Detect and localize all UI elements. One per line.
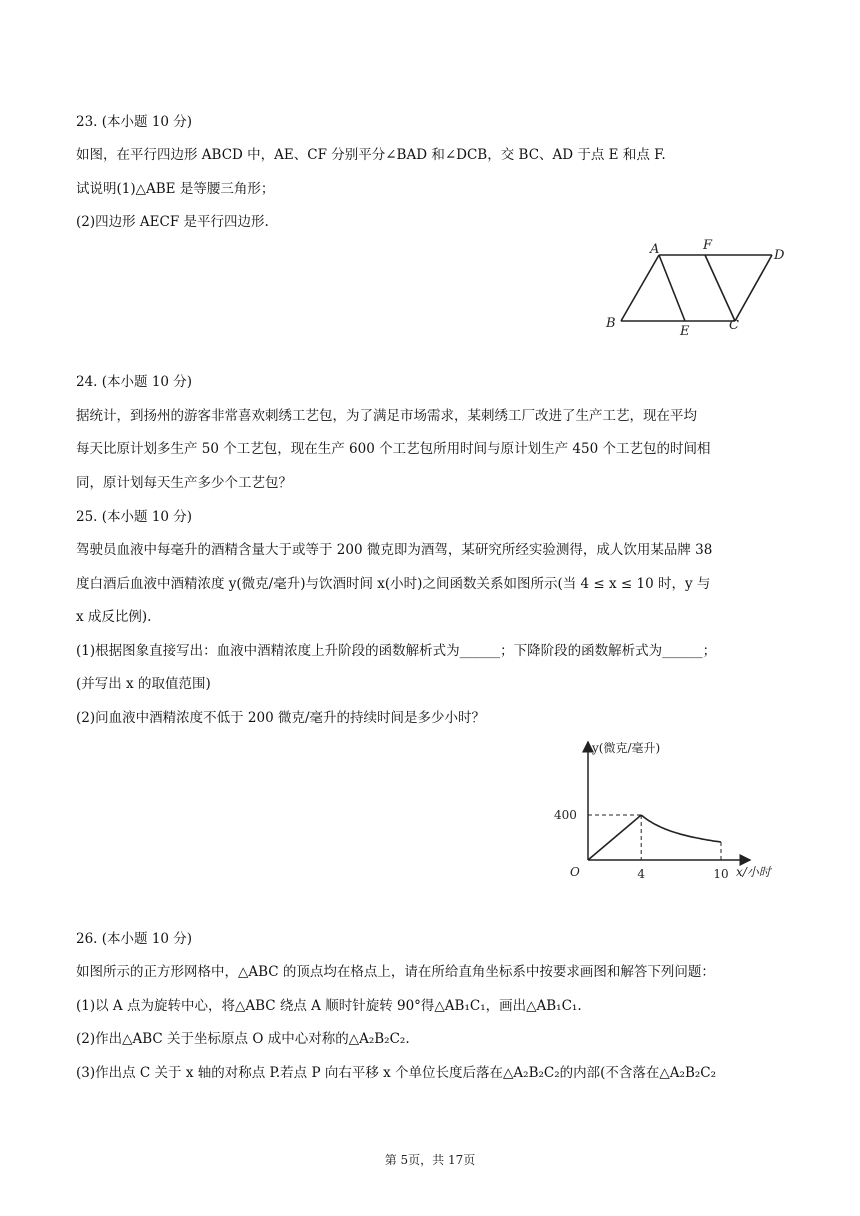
problem-26-line-2: (1)以 A 点为旋转中心，将△ABC 绕点 A 顺时针旋转 90°得△AB₁C₁，画出△AB₁C₁. xyxy=(76,998,582,1014)
problem-25-line-5: (并写出 x 的取值范围) xyxy=(76,676,211,692)
problem-25-line-4: (1)根据图象直接写出：血液中酒精浓度上升阶段的函数解析式为______；下降阶段的函数解析式为______； xyxy=(76,643,717,659)
problem-23-line-1: 如图，在平行四边形 ABCD 中，AE、CF 分别平分∠BAD 和∠DCB，交 BC、AD 于点 E 和点 F. xyxy=(76,147,666,163)
label-D: D xyxy=(774,248,785,263)
label-F: F xyxy=(703,238,713,253)
problem-25-line-3: x 成反比例). xyxy=(76,609,152,625)
label-A: A xyxy=(650,242,660,257)
problem-26-line-1: 如图所示的正方形网格中，△ABC 的顶点均在格点上，请在所给直角坐标系中按要求画图和解答下列问题： xyxy=(76,964,715,980)
problem-26-line-4: (3)作出点 C 关于 x 轴的对称点 P.若点 P 向右平移 x 个单位长度后落在△A₂B₂C₂的内部(不含落在△A₂B₂C₂ xyxy=(76,1065,717,1081)
problem-24-line-3: 同，原计划每天生产多少个工艺包？ xyxy=(76,475,292,491)
y-axis-label: y(微克/毫升) xyxy=(592,741,661,755)
label-B: B xyxy=(606,316,616,331)
problem-25-line-2: 度白酒后血液中酒精浓度 y(微克/毫升)与饮酒时间 x(小时)之间函数关系如图所示(当 4 ≤ x ≤ 10 时，y 与 xyxy=(76,576,711,592)
alcohol-concentration-graph xyxy=(540,734,790,889)
label-E: E xyxy=(680,324,690,339)
problem-24-line-2: 每天比原计划多生产 50 个工艺包，现在生产 600 个工艺包所用时间与原计划生产 450 个工艺包的时间相 xyxy=(76,441,711,457)
problem-23-line-3: (2)四边形 AECF 是平行四边形. xyxy=(76,214,269,230)
parallelogram-figure xyxy=(600,236,800,340)
x-axis-label: x/小时 xyxy=(736,865,771,879)
problem-25-header: 25. (本小题 10 分) xyxy=(76,509,193,525)
label-C: C xyxy=(729,318,739,333)
problem-23-header: 23. (本小题 10 分) xyxy=(76,114,193,130)
origin-label: O xyxy=(570,865,580,879)
segment-FC xyxy=(705,255,735,321)
page-footer: 第 5页，共 17页 xyxy=(384,1153,476,1167)
problem-24-header: 24. (本小题 10 分) xyxy=(76,374,193,390)
x-tick-10: 10 xyxy=(713,867,729,881)
problem-26-line-3: (2)作出△ABC 关于坐标原点 O 成中心对称的△A₂B₂C₂. xyxy=(76,1031,410,1047)
y-tick-400: 400 xyxy=(554,808,577,822)
problem-26-header: 26. (本小题 10 分) xyxy=(76,931,193,947)
segment-AE xyxy=(659,255,685,321)
x-tick-4: 4 xyxy=(637,867,646,881)
falling-curve xyxy=(641,815,721,842)
problem-24-line-1: 据统计，到扬州的游客非常喜欢刺绣工艺包，为了满足市场需求，某刺绣工厂改进了生产工艺，现在平均 xyxy=(76,408,697,424)
problem-25-line-6: (2)问血液中酒精浓度不低于 200 微克/毫升的持续时间是多少小时？ xyxy=(76,710,486,726)
problem-23-line-2: 试说明(1)△ABE 是等腰三角形； xyxy=(76,181,275,197)
segment-AB xyxy=(621,255,659,321)
rising-segment xyxy=(588,815,641,860)
problem-25-line-1: 驾驶员血液中每毫升的酒精含量大于或等于 200 微克即为酒驾，某研究所经实验测得，成人饮用某品牌 38 xyxy=(76,542,713,558)
segment-DC xyxy=(735,255,772,321)
